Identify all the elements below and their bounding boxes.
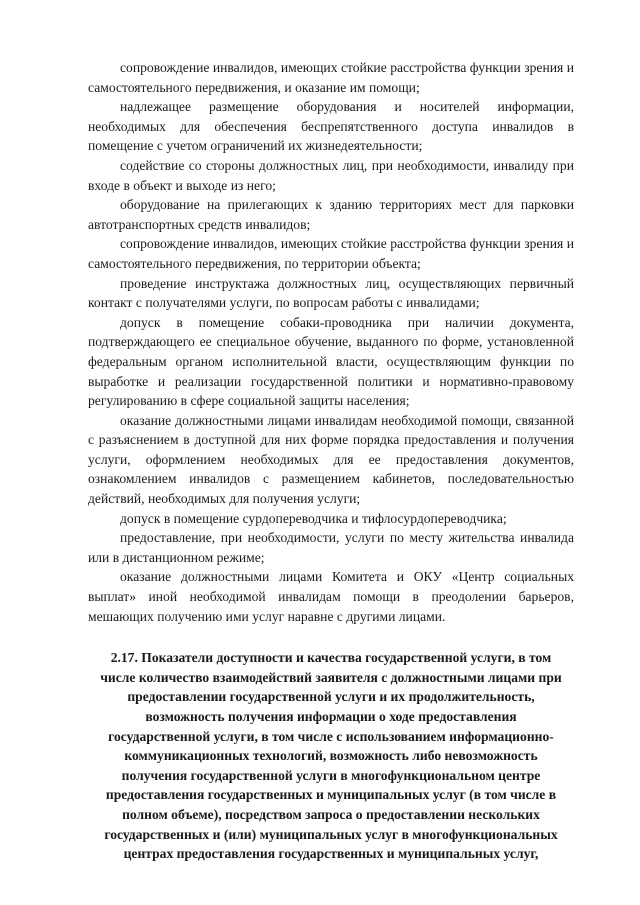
paragraph-guide-dog-admission: допуск в помещение собаки-проводника при наличии документа, подтверждающего ее специальное обучение, выданного по форме, установленной федеральным органом исполнительной власти, осуществляющим функции по выработке и реализации государственной политики и нормативно-правовому регулированию в сфере социальной защиты населения;: [88, 314, 574, 409]
paragraph-barrier-assistance: оказание должностными лицами Комитета и ОКУ «Центр социальных выплат» иной необходимой инвалидам помощи в преодолении барьеров, мешающих получению ими услуг наравне с другими лицами.: [88, 569, 574, 624]
paragraph-entry-assistance: содействие со стороны должностных лиц, при необходимости, инвалиду при входе в объект и выходе из него;: [88, 157, 574, 193]
section-heading-2-17: 2.17. Показатели доступности и качества государственной услуги, в том числе количество взаимодействий заявителя с должностными лицами при предоставлении государственной услуги и их продолжительность, возможность получения информации о ходе предоставления государственной услуги, в том числе с использованием информационно-коммуникационных технологий, возможность либо невозможность получения государственной услуги в многофункциональном центре предоставления государственных и муниципальных услуг (в том числе в полном объеме), посредством запроса о предоставлении нескольких государственных и (или) муниципальных услуг в многофункциональных центрах предоставления государственных и муниципальных услуг,: [100, 650, 562, 862]
paragraph-parking-spaces: оборудование на прилегающих к зданию территориях мест для парковки автотранспортных средств инвалидов;: [88, 197, 574, 232]
paragraph-escort-territory: сопровождение инвалидов, имеющих стойкие расстройства функции зрения и самостоятельного передвижения, по территории объекта;: [88, 236, 574, 271]
paragraph-escort-visually-impaired: сопровождение инвалидов, имеющих стойкие расстройства функции зрения и самостоятельного передвижения, и оказание им помощи;: [88, 60, 574, 95]
document-page: [88, 58, 574, 864]
paragraph-interpreter-admission: допуск в помещение сурдопереводчика и тифлосурдопереводчика;: [120, 510, 507, 526]
paragraph-equipment-placement: надлежащее размещение оборудования и носителей информации, необходимых для обеспечения беспрепятственного доступа инвалидов в помещение с учетом ограничений их жизнедеятельности;: [88, 99, 574, 154]
paragraph-staff-instruction: проведение инструктажа должностных лиц, осуществляющих первичный контакт с получателями услуги, по вопросам работы с инвалидами;: [88, 275, 574, 311]
paragraph-staff-assistance: оказание должностными лицами инвалидам необходимой помощи, связанной с разъяснением в доступной для них форме порядка предоставления и получения услуги, оформлением необходимых для ее предоставления документов, ознакомлением инвалидов с размещением кабинетов, последовательностью действий, необходимых для получения услуги;: [88, 412, 574, 507]
paragraph-remote-service: предоставление, при необходимости, услуги по месту жительства инвалида или в дистанционном режиме;: [88, 530, 574, 565]
